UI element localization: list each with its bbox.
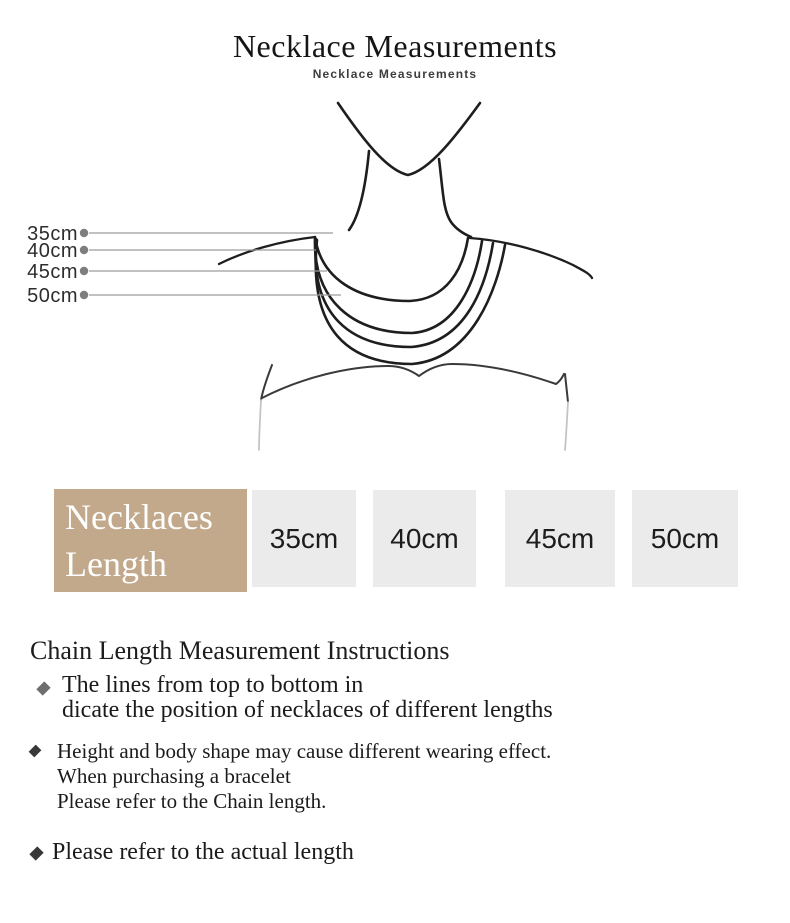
necklace-strand-40cm <box>315 238 482 333</box>
shoulder-right-line <box>470 238 592 278</box>
bullet-2-line-1: Height and body shape may cause different wearing effect. <box>57 739 552 763</box>
length-label-50cm: 50cm <box>27 285 78 307</box>
callout-dot-40cm <box>80 246 88 254</box>
bullet-1-line-1: The lines from top to bottom in <box>62 672 364 698</box>
length-label-35cm: 35cm <box>27 223 78 245</box>
neck-right-line <box>439 159 471 237</box>
size-cell-35cm: 35cm <box>252 490 356 587</box>
necklace-length-diagram <box>0 88 790 470</box>
diamond-bullet-icon <box>29 846 43 860</box>
diamond-bullet-icon <box>36 681 50 695</box>
bullet-2-line-3: Please refer to the Chain length. <box>57 789 327 813</box>
callout-dot-45cm <box>80 267 88 275</box>
length-labels <box>27 223 78 307</box>
armpit-right-fade <box>565 402 568 450</box>
instruction-bullet-3 <box>52 839 354 865</box>
callout-lines <box>89 233 341 295</box>
armpit-left-fade <box>259 400 261 450</box>
size-cell-40cm: 40cm <box>373 490 476 587</box>
necklace-strand-35cm <box>315 237 468 301</box>
instruction-bullet-2 <box>57 739 551 814</box>
instructions-heading: Chain Length Measurement Instructions <box>30 636 450 665</box>
neck-left-line <box>349 151 369 230</box>
size-cell-50cm: 50cm <box>632 490 738 587</box>
neck-figure-sketch <box>219 103 592 450</box>
chest-line <box>262 364 564 398</box>
page-subtitle: Necklace Measurements <box>312 67 478 81</box>
necklace-strands <box>315 237 505 364</box>
callout-dot-35cm <box>80 229 88 237</box>
diamond-bullet-icon <box>29 745 42 758</box>
length-label-40cm: 40cm <box>27 240 78 262</box>
page-title: Necklace Measurements <box>232 28 558 64</box>
length-label-45cm: 45cm <box>27 261 78 283</box>
jaw-line <box>338 103 480 175</box>
bullet-1-line-2: dicate the position of necklaces of different lengths <box>62 697 553 723</box>
bullet-3-line-1: Please refer to the actual length <box>52 839 354 865</box>
callout-dots <box>80 229 88 299</box>
bullet-2-line-2: When purchasing a bracelet <box>57 764 291 788</box>
armpit-right-line <box>565 374 568 402</box>
size-cell-45cm: 45cm <box>505 490 615 587</box>
callout-dot-50cm <box>80 291 88 299</box>
table-header-cell: Necklaces Length <box>54 489 247 592</box>
instruction-bullet-1 <box>62 673 553 723</box>
